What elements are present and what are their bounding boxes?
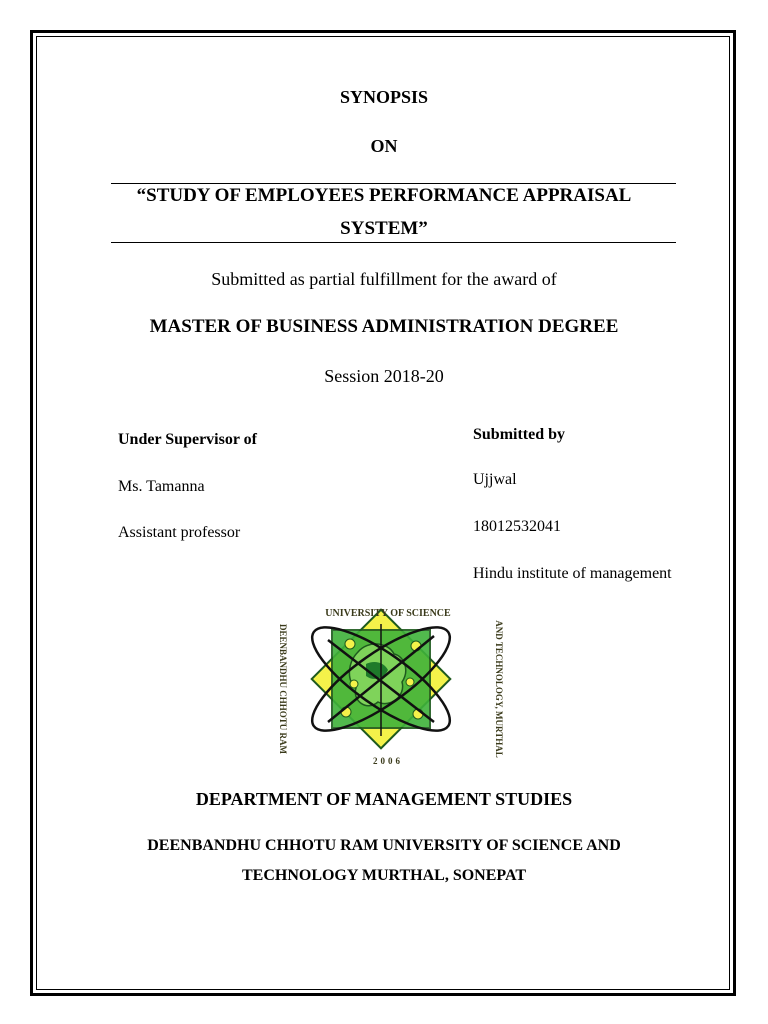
on-heading: ON xyxy=(370,136,398,156)
synopsis-heading: SYNOPSIS xyxy=(339,87,429,107)
logo-left-text: DEENBANDHU CHHOTU RAM xyxy=(278,623,288,755)
student-roll-number: 18012532041 xyxy=(473,518,561,535)
student-name: Ujjwal xyxy=(473,471,517,488)
logo-emblem xyxy=(299,610,463,749)
university-logo xyxy=(270,604,506,770)
logo-top-text: UNIVERSITY OF SCIENCE xyxy=(325,608,451,619)
session-text: Session 2018-20 xyxy=(324,366,444,386)
topic-title-line2: SYSTEM” xyxy=(340,218,428,239)
topic-title-line1: “STUDY OF EMPLOYEES PERFORMANCE APPRAISAL xyxy=(136,185,632,206)
student-institute: Hindu institute of management xyxy=(473,565,672,582)
university-name-line1: DEENBANDHU CHHOTU RAM UNIVERSITY OF SCIENCE AND xyxy=(147,837,621,854)
supervisor-heading: Under Supervisor of xyxy=(118,431,257,448)
submitted-by-heading: Submitted by xyxy=(473,426,566,443)
submission-purpose: Submitted as partial fulfillment for the award of xyxy=(211,269,557,289)
university-name-line2: TECHNOLOGY MURTHAL, SONEPAT xyxy=(241,867,527,884)
title-rule-bottom xyxy=(111,242,676,243)
department-name: DEPARTMENT OF MANAGEMENT STUDIES xyxy=(195,789,573,809)
title-rule-top xyxy=(111,183,676,184)
logo-year: 2006 xyxy=(373,756,403,766)
logo-right-text: AND TECHNOLOGY, MURTHAL xyxy=(494,620,504,758)
supervisor-designation: Assistant professor xyxy=(118,524,241,541)
supervisor-name: Ms. Tamanna xyxy=(118,478,205,495)
degree-name: MASTER OF BUSINESS ADMINISTRATION DEGREE xyxy=(149,316,619,337)
